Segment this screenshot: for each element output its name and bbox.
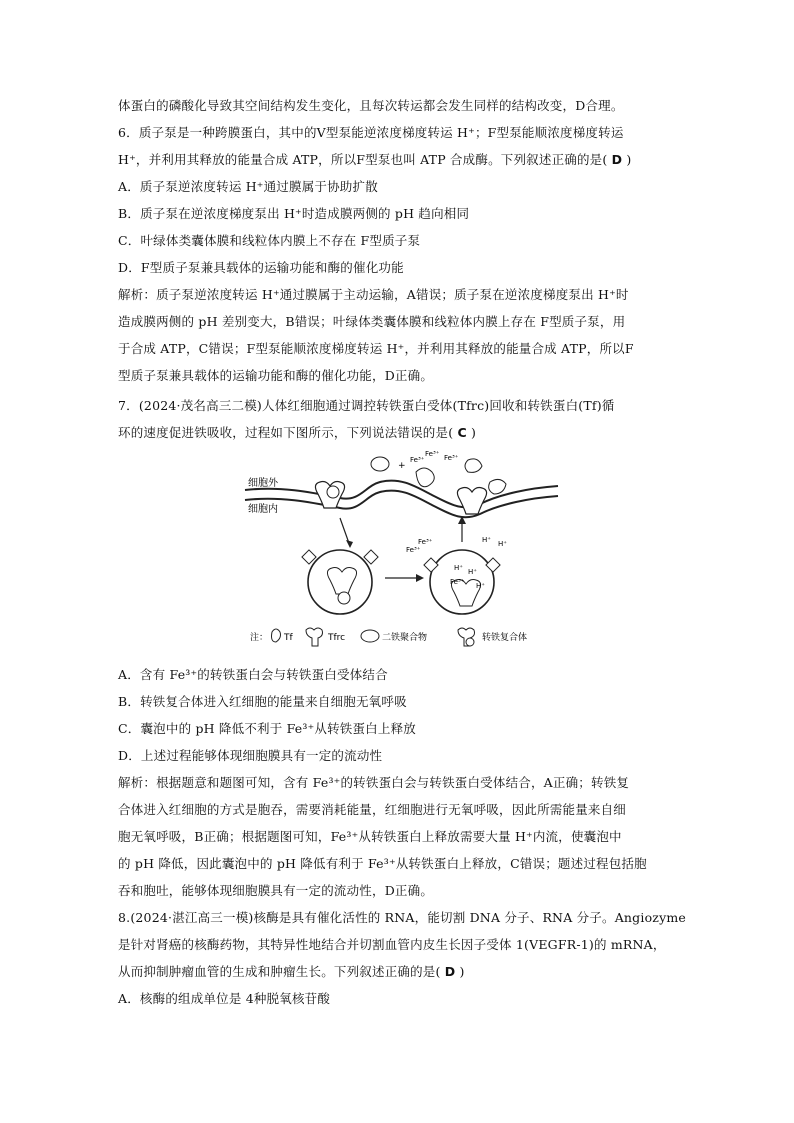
h-ion-label: H⁺ — [454, 564, 463, 572]
question-6-explanation-4: 型质子泵兼具载体的运输功能和酶的催化功能，D正确。 — [118, 368, 434, 383]
question-7-option-d: D．上述过程能够体现细胞膜具有一定的流动性 — [118, 748, 383, 763]
legend-note: 注： — [250, 633, 269, 643]
fe-label: Fe³⁺ — [444, 454, 459, 462]
question-8-stem-line-1: 8.(2024·湛江高三一模)核酶是具有催化活性的 RNA，能切割 DNA 分子、RNA 分子。Angiozyme — [118, 910, 686, 925]
question-8-stem-text: 从而抑制肿瘤血管的生成和肿瘤生长。下列叙述正确的是( — [118, 964, 441, 979]
question-6-option-a: A．质子泵逆浓度转运 H⁺通过膜属于协助扩散 — [118, 179, 378, 194]
question-6-stem-text: H⁺，并利用其释放的能量合成 ATP，所以F型泵也叫 ATP 合成酶。下列叙述正确的是( — [118, 152, 608, 167]
legend-tfrc: Tfrc — [328, 633, 346, 643]
question-7-explanation-2: 合体进入红细胞的方式是胞吞，需要消耗能量，红细胞进行无氧呼吸，因此所需能量来自细 — [118, 802, 627, 817]
fe-label: Fe³⁺ — [406, 546, 421, 554]
question-6-explanation-3: 于合成 ATP，C错误；F型泵能顺浓度梯度转运 H⁺，并利用其释放的能量合成 ATP，所以F — [118, 341, 634, 356]
h-ion-label: H⁺ — [476, 582, 485, 590]
label-outside: 细胞外 — [248, 478, 278, 489]
question-6-option-b: B．质子泵在逆浓度梯度泵出 H⁺时造成膜两侧的 pH 趋向相同 — [118, 206, 470, 221]
transferrin-cycle-figure — [240, 442, 560, 654]
text-line: 体蛋白的磷酸化导致其空间结构发生变化，且每次转运都会发生同样的结构改变，D合理。 — [118, 98, 624, 113]
h-ion-label: H⁺ — [468, 568, 477, 576]
legend-tf: Tf — [284, 633, 293, 643]
question-7-option-c: C．囊泡中的 pH 降低不利于 Fe³⁺从转铁蛋白上释放 — [118, 721, 416, 736]
question-7-explanation-3: 胞无氧呼吸，B正确；根据题图可知，Fe³⁺从转铁蛋白上释放需要大量 H⁺内流，使囊泡中 — [118, 829, 622, 844]
question-8-paren-close: ) — [459, 964, 465, 979]
fe-label: Fe³⁺ — [410, 456, 425, 464]
fe-label: Fe³⁺ — [450, 578, 465, 586]
question-8-answer: D — [444, 964, 456, 979]
fe-label: Fe³⁺ — [425, 450, 440, 458]
question-7-explanation-1: 解析：根据题意和题图可知，含有 Fe³⁺的转铁蛋白会与转铁蛋白受体结合，A正确；转铁复 — [118, 775, 630, 790]
question-7-explanation-4: 的 pH 降低，因此囊泡中的 pH 降低有利于 Fe³⁺从转铁蛋白上释放，C错误；题述过程包括胞 — [118, 856, 647, 871]
question-8-option-a: A．核酶的组成单位是 4种脱氧核苷酸 — [118, 991, 331, 1006]
question-6-stem-line-2 — [118, 151, 678, 169]
question-6-answer: D — [611, 152, 623, 167]
question-7-explanation-5: 吞和胞吐，能够体现细胞膜具有一定的流动性，D正确。 — [118, 883, 434, 898]
label-inside: 细胞内 — [248, 504, 278, 515]
h-ion-label: H⁺ — [498, 540, 507, 548]
h-ion-label: H⁺ — [482, 536, 491, 544]
question-6-explanation-1: 解析：质子泵逆浓度转运 H⁺通过膜属于主动运输，A错误；质子泵在逆浓度梯度泵出 H⁺时 — [118, 287, 629, 302]
question-7-stem-line-1: 7．(2024·茂名高三二模)人体红细胞通过调控转铁蛋白受体(Tfrc)回收和转铁蛋白(Tf)循 — [118, 398, 615, 413]
question-7-stem-text: 环的速度促进铁吸收，过程如下图所示，下列说法错误的是( — [118, 425, 454, 440]
question-7-stem-line-2 — [118, 424, 678, 442]
legend-diferric: 二铁聚合物 — [382, 633, 428, 643]
question-6-explanation-2: 造成膜两侧的 pH 差别变大，B错误；叶绿体类囊体膜和线粒体内膜上存在 F型质子泵，用 — [118, 314, 626, 329]
plus-sign: + — [398, 461, 406, 471]
legend-complex: 转铁复合体 — [482, 633, 528, 643]
question-7-paren-close: ) — [471, 425, 477, 440]
question-6-option-d: D．F型质子泵兼具载体的运输功能和酶的催化功能 — [118, 260, 404, 275]
question-6-option-c: C．叶绿体类囊体膜和线粒体内膜上不存在 F型质子泵 — [118, 233, 421, 248]
question-6-paren-close: ) — [626, 152, 632, 167]
question-8-stem-line-2: 是针对肾癌的核酶药物，其特异性地结合并切割血管内皮生长因子受体 1(VEGFR-1)的 mRNA， — [118, 937, 666, 952]
fe-label: Fe³⁺ — [418, 538, 433, 546]
question-6-stem-line-1: 6．质子泵是一种跨膜蛋白，其中的V型泵能逆浓度梯度转运 H⁺；F型泵能顺浓度梯度转运 — [118, 125, 624, 140]
question-8-stem-line-3 — [118, 963, 678, 981]
question-7-answer: C — [457, 425, 467, 440]
question-7-option-b: B．转铁复合体进入红细胞的能量来自细胞无氧呼吸 — [118, 694, 407, 709]
question-7-option-a: A．含有 Fe³⁺的转铁蛋白会与转铁蛋白受体结合 — [118, 667, 388, 682]
